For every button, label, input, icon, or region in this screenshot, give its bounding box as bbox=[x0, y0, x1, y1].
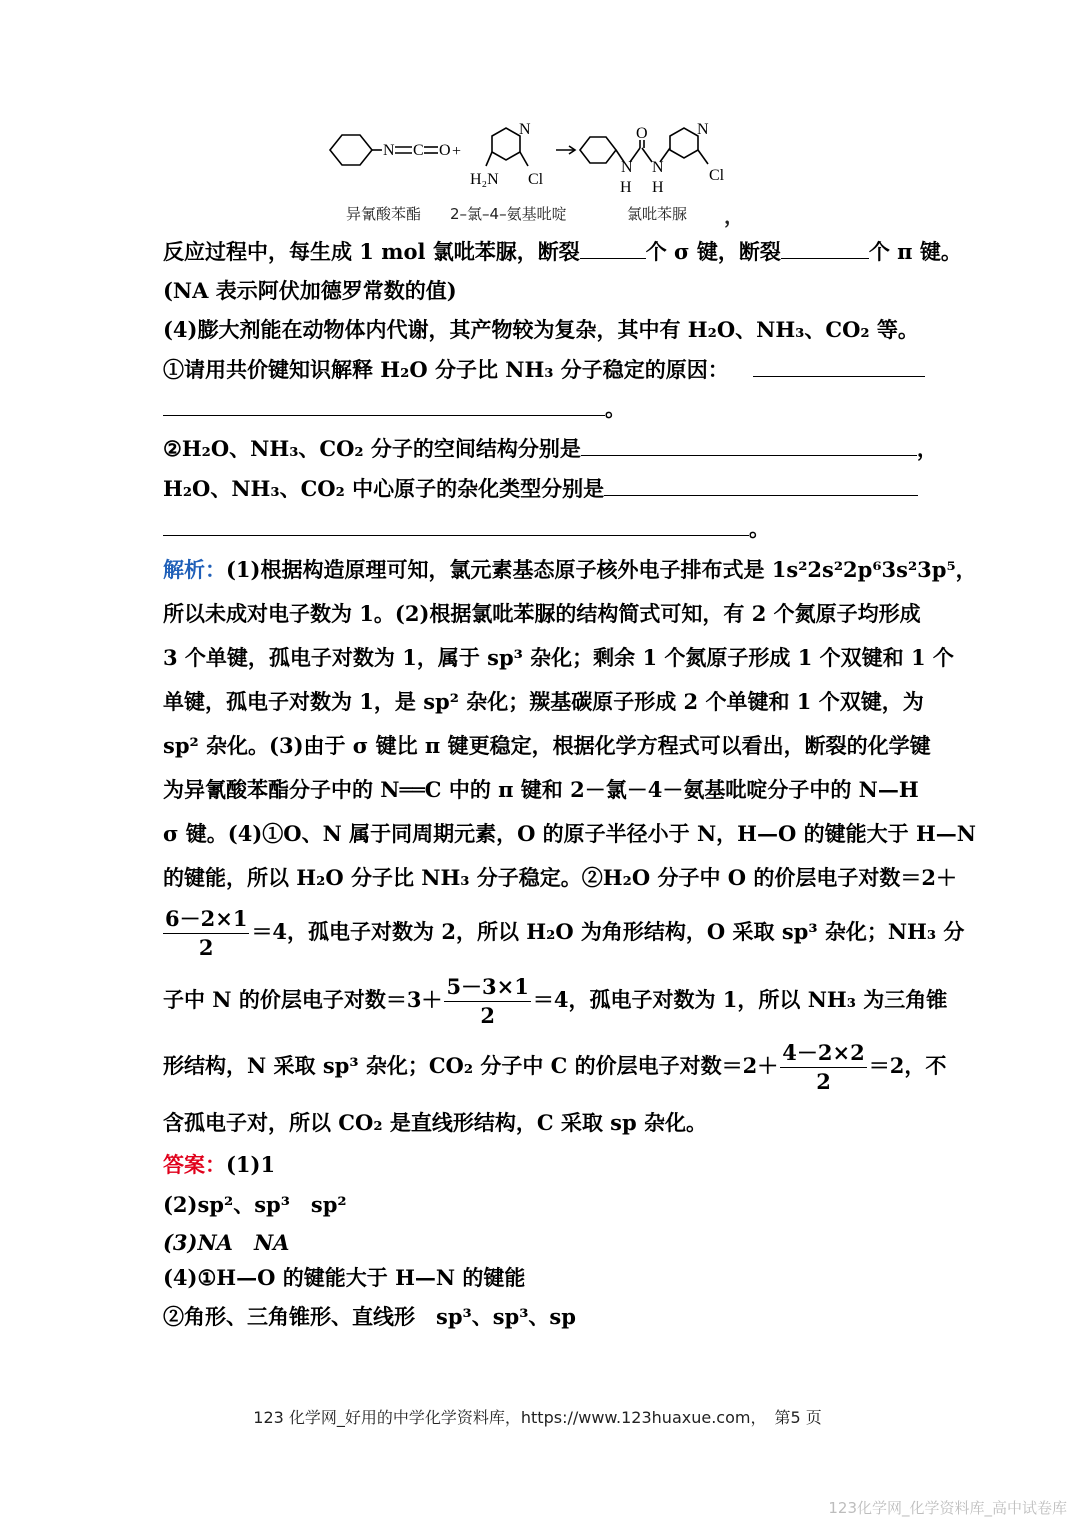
plus-sign: + bbox=[452, 143, 462, 160]
analysis-label: 解析： bbox=[163, 557, 226, 582]
analysis-line-8: 的键能，所以 H₂O 分子比 NH₃ 分子稳定。②H₂O 分子中 O 的价层电子对数＝2＋ bbox=[163, 865, 957, 890]
atom-c: C bbox=[413, 142, 424, 159]
analysis-line-1: 解析：(1)根据构造原理可知，氯元素基态原子核外电子排布式是 1s²2s²2p⁶3s²3p⁵， bbox=[163, 557, 977, 582]
ring-n-product: N bbox=[697, 121, 709, 138]
answer-blank-stability-1 bbox=[753, 354, 925, 377]
analysis-line-10: 子中 N 的价层电子对数＝3＋ $\frac{5-3\times 1}{2}$ ＝4，孤电子对数为 1，所以 NH₃ 为三角锥 bbox=[163, 974, 948, 1028]
question-line-3: (4)膨大剂能在动物体内代谢，其产物较为复杂，其中有 H₂O、NH₃、CO₂ 等。 bbox=[163, 317, 919, 342]
question-line-2: (NA 表示阿伏加德罗常数的值) bbox=[163, 278, 457, 303]
carbonyl-o: O bbox=[636, 125, 648, 142]
analysis-line-3: 3 个单键，孤电子对数为 1，属于 sp³ 杂化；剩余 1 个氮原子形成 1 个双键和 1 个 bbox=[163, 645, 954, 670]
watermark: 123化学网_化学资料库_高中试卷库 bbox=[828, 1499, 1067, 1517]
atom-o: O bbox=[439, 142, 451, 159]
answer-blank-sigma bbox=[580, 236, 646, 259]
question-line-1: 反应过程中，每生成 1 mol 氯吡苯脲，断裂 个 σ 键，断裂 个 π 键。 bbox=[163, 236, 962, 267]
fraction-2: $\frac{5-3\times 1}{2}$ bbox=[446, 974, 529, 1028]
answer-blank-pi bbox=[781, 236, 869, 259]
answer-line-2: (2)sp²、sp³ sp² bbox=[163, 1192, 347, 1217]
question-line-8: 。 bbox=[163, 513, 770, 544]
caption-reactant2: 2–氯–4–氨基吡啶 bbox=[450, 205, 567, 223]
page-footer: 123 化学网_好用的中学化学资料库，https://www.123huaxue.com， 第5 页 bbox=[253, 1408, 822, 1427]
analysis-line-2: 所以未成对电子数为 1。(2)根据氯吡苯脲的结构简式可知，有 2 个氮原子均形成 bbox=[163, 601, 921, 626]
answer-blank-hybrid-1 bbox=[604, 473, 918, 496]
analysis-line-11: 形结构，N 采取 sp³ 杂化；CO₂ 分子中 C 的价层电子对数＝2＋ $\frac{4-2\times 2}{2}$ ＝2，不 bbox=[163, 1040, 947, 1094]
fraction-3: $\frac{4-2\times 2}{2}$ bbox=[782, 1040, 865, 1094]
question-line-5: 。 bbox=[163, 393, 626, 424]
question-line-7: H₂O、NH₃、CO₂ 中心原子的杂化类型分别是 bbox=[163, 473, 918, 504]
answer-line-5: ②角形、三角锥形、直线形 sp³、sp³、sp bbox=[163, 1304, 576, 1329]
pyridine-ring-reactant bbox=[492, 128, 520, 160]
caption-reactant1: 异氰酸苯酯 bbox=[346, 205, 422, 223]
amide-n1: N bbox=[621, 159, 633, 176]
question-line-6: ②H₂O、NH₃、CO₂ 分子的空间结构分别是 ， bbox=[163, 433, 938, 464]
question-line-4: ①请用共价键知识解释 H₂O 分子比 NH₃ 分子稳定的原因： bbox=[163, 354, 925, 385]
fraction-1: $\frac{6-2\times 1}{2}$ bbox=[165, 906, 248, 960]
analysis-line-4: 单键，孤电子对数为 1，是 sp² 杂化；羰基碳原子形成 2 个单键和 1 个双键，为 bbox=[163, 689, 924, 714]
benzene-ring-2 bbox=[580, 137, 616, 163]
amide-h1: H bbox=[620, 179, 632, 196]
ring-n-reactant: N bbox=[519, 121, 531, 138]
answer-blank-hybrid-2 bbox=[163, 513, 749, 536]
chloro-reactant: Cl bbox=[528, 171, 544, 188]
amide-h2: H bbox=[652, 179, 664, 196]
chloro-product: Cl bbox=[709, 167, 725, 184]
caption-product: 氯吡苯脲 bbox=[627, 205, 688, 223]
pyridine-ring-product bbox=[670, 128, 698, 158]
analysis-line-12: 含孤电子对，所以 CO₂ 是直线形结构，C 采取 sp 杂化。 bbox=[163, 1110, 707, 1135]
amino-group: H₂N bbox=[470, 171, 499, 188]
analysis-line-6: 为异氰酸苯酯分子中的 N══C 中的 π 键和 2－氯－4－氨基吡啶分子中的 N—H bbox=[163, 777, 919, 802]
benzene-ring-1 bbox=[330, 135, 372, 165]
analysis-line-7: σ 键。(4)①O、N 属于同周期元素，O 的原子半径小于 N，H—O 的键能大于 H—N bbox=[163, 821, 976, 846]
caption-comma: ， bbox=[724, 204, 744, 228]
answer-line-3: (3)NA NA bbox=[163, 1230, 290, 1255]
atom-n: N bbox=[383, 142, 395, 159]
analysis-line-9: $\frac{6-2\times 1}{2}$ ＝4，孤电子对数为 2，所以 H₂O 为角形结构，O 采取 sp³ 杂化；NH₃ 分 bbox=[165, 906, 965, 960]
answer-label: 答案： bbox=[163, 1152, 226, 1177]
amide-n2: N bbox=[652, 159, 664, 176]
answer-blank-structure bbox=[581, 433, 917, 456]
analysis-line-5: sp² 杂化。(3)由于 σ 键比 π 键更稳定，根据化学方程式可以看出，断裂的化学键 bbox=[163, 733, 931, 758]
answer-line-1: 答案：(1)1 bbox=[163, 1152, 276, 1177]
answer-blank-stability-2 bbox=[163, 393, 605, 416]
answer-line-4: (4)①H—O 的键能大于 H—N 的键能 bbox=[163, 1265, 526, 1290]
